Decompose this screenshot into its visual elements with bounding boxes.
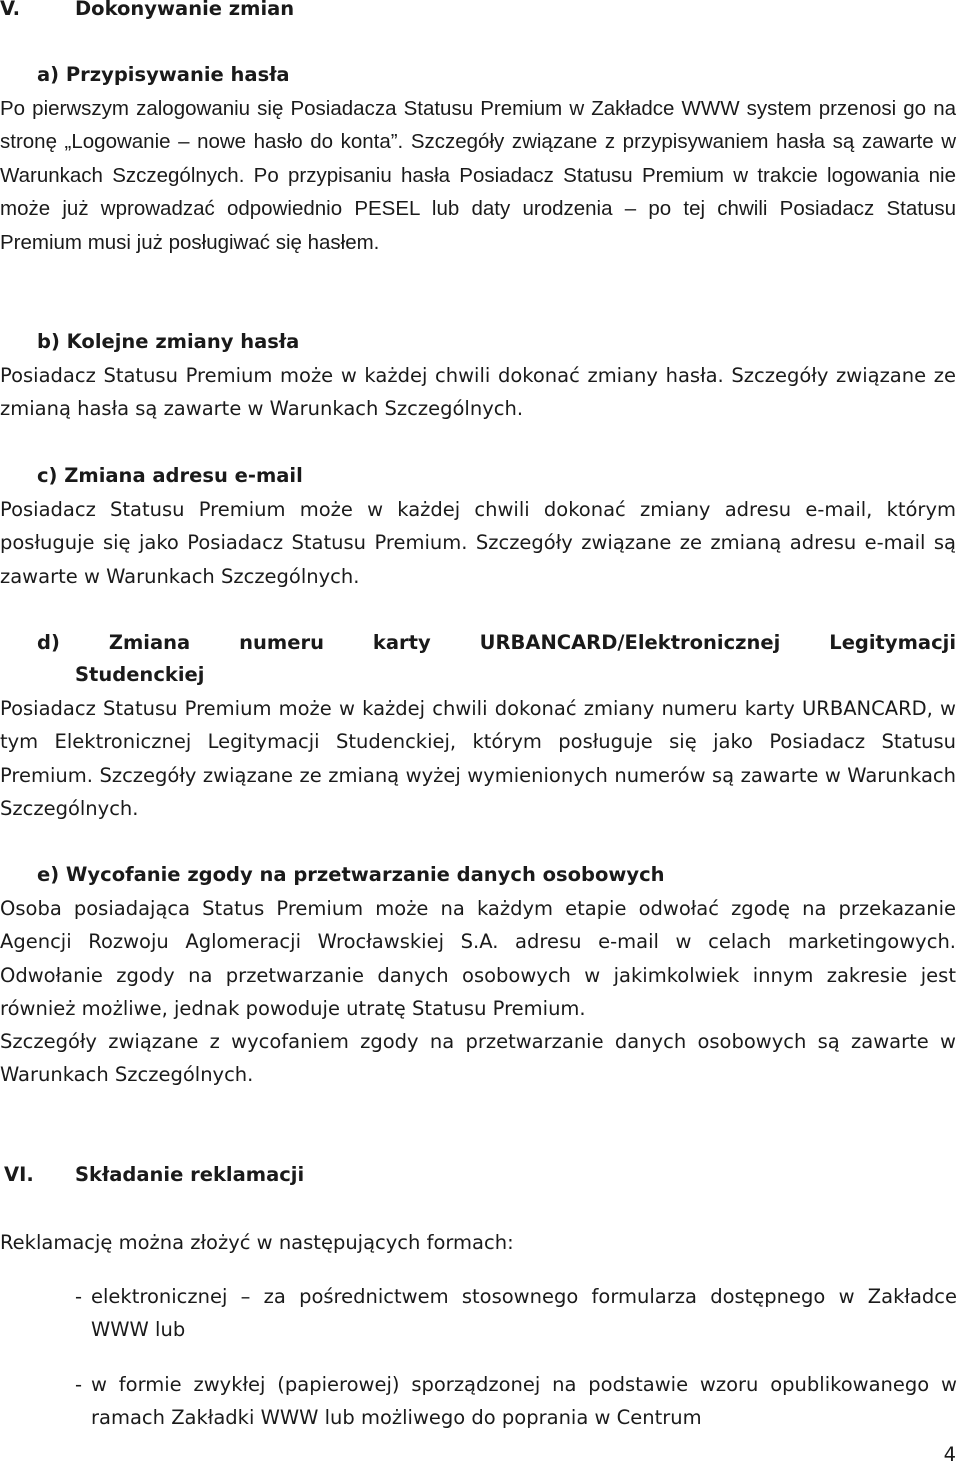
page-number: 4 [943, 1443, 956, 1466]
list-item-dash: - [75, 1285, 83, 1308]
list-item-text: w formie zwykłej (papierowej) sporządzonej na podstawie wzoru opublikowanego w ramach Zakładki WWW lub możliwego do poprania w Centrum [91, 1373, 957, 1429]
subsection-e-paragraph-2: Szczegóły związane z wycofaniem zgody na przetwarzanie danych osobowych są zawarte w Warunkach Szczególnych. [0, 1030, 956, 1087]
subsection-d-paragraph: Posiadacz Statusu Premium może w każdej chwili dokonać zmiany numeru karty URBANCARD, w tym Elektronicznej Legitymacji Studenckiej, którym posługuje się jako Posiadacz Statusu Premium. Szczegóły związane ze zmianą wyżej wymienionych numerów są zawarte w Warunkach Szczególnych. [0, 697, 956, 820]
subsection-d-heading: d) Zmiana numeru karty URBANCARD/Elektronicznej Legitymacji [37, 631, 956, 654]
section-vi-intro: Reklamację można złożyć w następujących formach: [0, 1231, 514, 1254]
list-item-text: elektronicznej – za pośrednictwem stosownego formularza dostępnego w Zakładce WWW lub [91, 1285, 957, 1341]
list-item [75, 1280, 957, 1346]
subsection-b-heading: b) Kolejne zmiany hasła [37, 330, 300, 353]
section-v-number: V. [0, 0, 20, 20]
section-vi-title: Składanie reklamacji [75, 1163, 305, 1186]
list-item [75, 1368, 957, 1434]
subsection-b-paragraph: Posiadacz Statusu Premium może w każdej chwili dokonać zmiany hasła. Szczegóły związane ze zmianą hasła są zawarte w Warunkach Szczególnych. [0, 364, 956, 421]
subsection-c-paragraph: Posiadacz Statusu Premium może w każdej chwili dokonać zmiany adresu e-mail, którym posługuje się jako Posiadacz Statusu Premium. Szczegóły związane ze zmianą adresu e-mail są zawarte w Warunkach Szczególnych. [0, 498, 956, 588]
section-v-heading [0, 0, 958, 22]
subsection-e-paragraph-1: Osoba posiadająca Status Premium może na każdym etapie odwołać zgodę na przekazanie Agencji Rozwoju Aglomeracji Wrocławskiej S.A. adresu e-mail w celach marketingowych. Odwołanie zgody na przetwarzanie danych osobowych w jakimkolwiek innym zakresie jest również możliwe, jednak powoduje utratę Statusu Premium. [0, 897, 956, 1020]
section-vi-number: VI. [4, 1163, 34, 1186]
subsection-a-heading: a) Przypisywanie hasła [37, 63, 290, 86]
section-v-title: Dokonywanie zmian [75, 0, 295, 20]
subsection-c-heading: c) Zmiana adresu e-mail [37, 464, 303, 487]
subsection-a-paragraph: Po pierwszym zalogowaniu się Posiadacza Statusu Premium w Zakładce WWW system przenosi go na stronę „Logowanie – nowe hasło do konta”. Szczegóły związane z przypisywaniem hasła są zawarte w Warunkach Szczególnych. Po przypisaniu hasła Posiadacz Statusu Premium w trakcie logowania nie może już wprowadzać odpowiednio PESEL lub daty urodzenia – po tej chwili Posiadacz Statusu Premium musi już posługiwać się hasłem. [0, 97, 956, 254]
list-item-dash: - [75, 1373, 83, 1396]
subsection-e-heading: e) Wycofanie zgody na przetwarzanie danych osobowych [37, 863, 665, 886]
subsection-d-heading-continuation: Studenckiej [75, 663, 205, 686]
section-vi-heading [0, 1164, 958, 1188]
